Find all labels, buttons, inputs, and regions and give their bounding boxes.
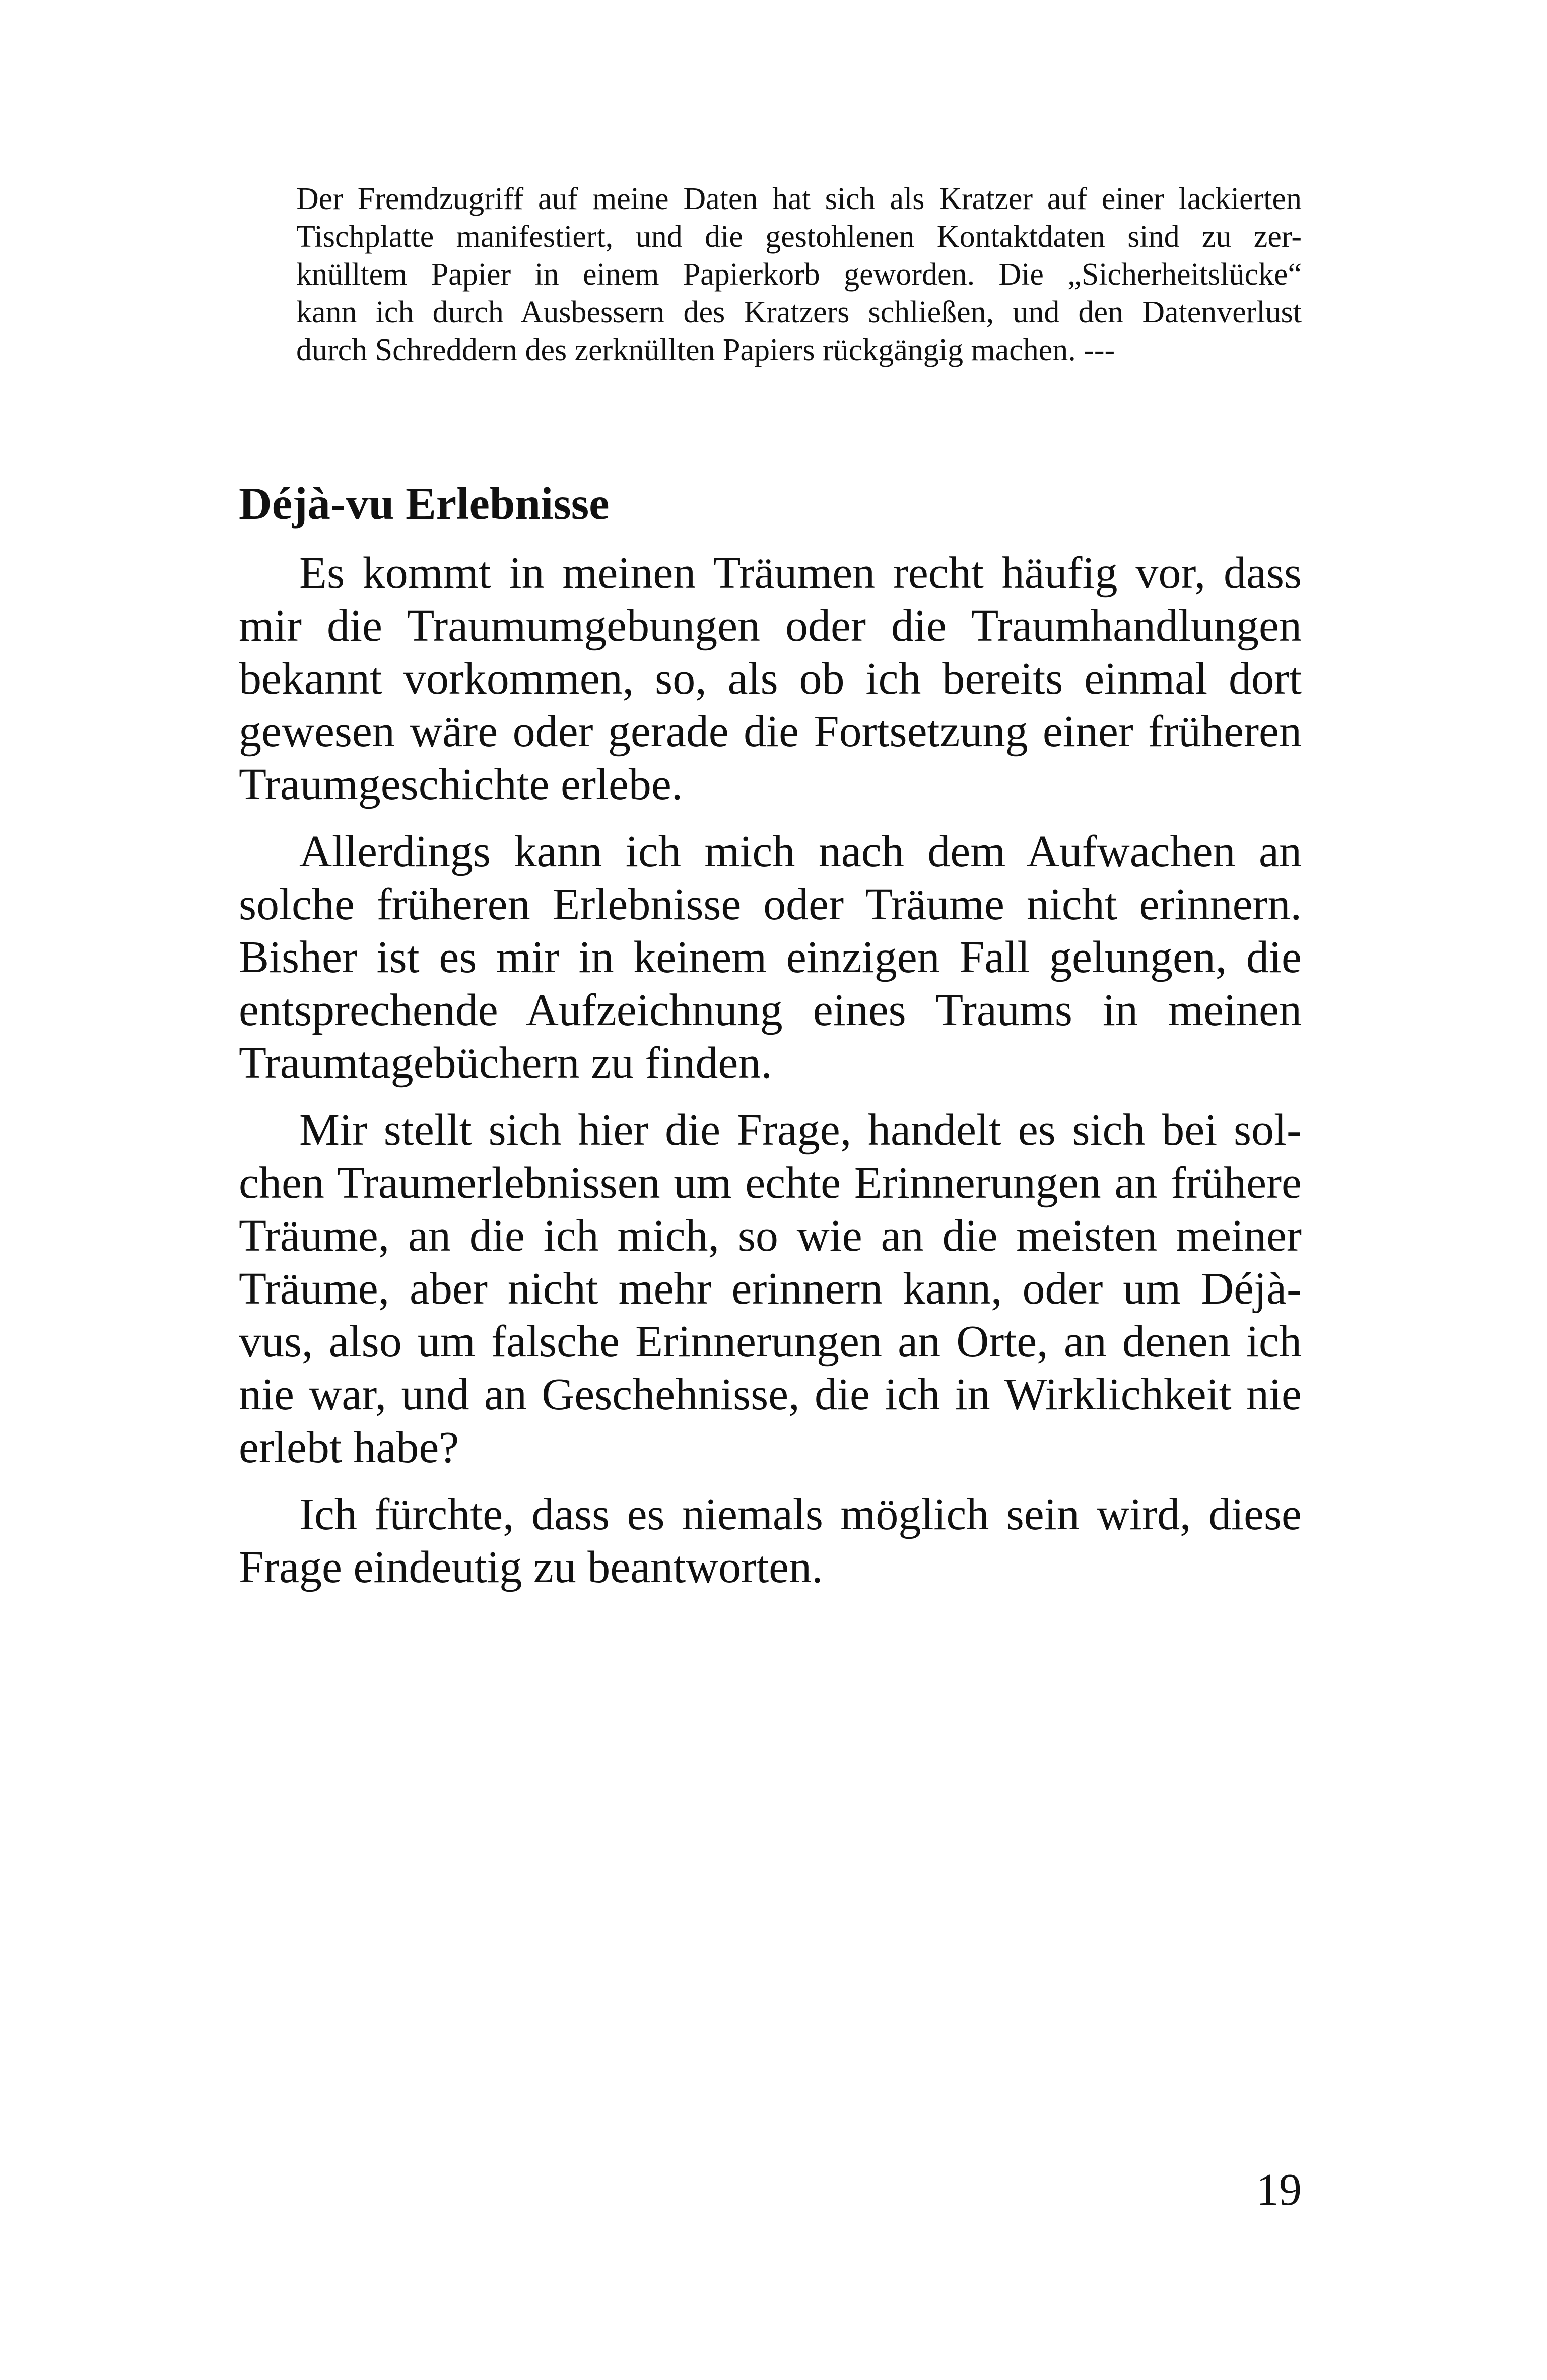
text-line: Mir stellt sich hier die Frage, handelt es sich bei sol- xyxy=(299,1105,1302,1155)
text-line: erlebt habe? xyxy=(239,1422,459,1472)
section-body xyxy=(239,547,1302,1608)
text-line: Traumgeschichte erlebe. xyxy=(239,760,683,809)
text-line: bekannt vorkommen, so, als ob ich bereits einmal dort xyxy=(239,654,1302,704)
excerpt-line: Tischplatte manifestiert, und die gestohlenen Kontaktdaten sind zu zer- xyxy=(296,220,1302,254)
paragraph xyxy=(239,1488,1302,1594)
paragraph xyxy=(239,547,1302,811)
text-line: nie war, und an Geschehnisse, die ich in Wirklichkeit nie xyxy=(239,1370,1302,1419)
excerpt-line: knülltem Papier in einem Papierkorb geworden. Die „Sicherheitslücke“ xyxy=(296,257,1302,292)
text-line: Traumtagebüchern zu finden. xyxy=(239,1038,772,1088)
text-line: Ich fürchte, dass es niemals möglich sein wird, diese xyxy=(299,1489,1302,1539)
text-line: Träume, aber nicht mehr erinnern kann, oder um Déjà- xyxy=(239,1264,1302,1314)
text-line: entsprechende Aufzeichnung eines Traums in meinen xyxy=(239,985,1302,1035)
text-line: solche früheren Erlebnisse oder Träume nicht erinnern. xyxy=(239,879,1302,929)
text-line: Allerdings kann ich mich nach dem Aufwachen an xyxy=(299,827,1302,876)
excerpt-line: kann ich durch Ausbessern des Kratzers schließen, und den Datenverlust xyxy=(296,295,1302,329)
text-line: gewesen wäre oder gerade die Fortsetzung einer früheren xyxy=(239,707,1302,757)
paragraph xyxy=(239,825,1302,1090)
text-line: vus, also um falsche Erinnerungen an Orte, an denen ich xyxy=(239,1317,1302,1367)
excerpt-line: Der Fremdzugriff auf meine Daten hat sich als Kratzer auf einer lackierten xyxy=(296,182,1302,216)
paragraph xyxy=(239,1104,1302,1474)
text-line: mir die Traumumgebungen oder die Traumhandlungen xyxy=(239,601,1302,651)
text-line: chen Traumerlebnissen um echte Erinnerungen an frühere xyxy=(239,1158,1302,1208)
page-number: 19 xyxy=(1256,2165,1302,2215)
text-line: Träume, an die ich mich, so wie an die meisten meiner xyxy=(239,1211,1302,1261)
section-heading: Déjà-vu Erlebnisse xyxy=(239,478,610,529)
text-line: Frage eindeutig zu beantworten. xyxy=(239,1542,823,1592)
excerpt-line: durch Schreddern des zerknüllten Papiers rückgängig machen. --- xyxy=(296,333,1115,367)
text-line: Bisher ist es mir in keinem einzigen Fall gelungen, die xyxy=(239,932,1302,982)
text-line: Es kommt in meinen Träumen recht häufig vor, dass xyxy=(299,548,1302,598)
quoted-excerpt xyxy=(296,180,1302,369)
